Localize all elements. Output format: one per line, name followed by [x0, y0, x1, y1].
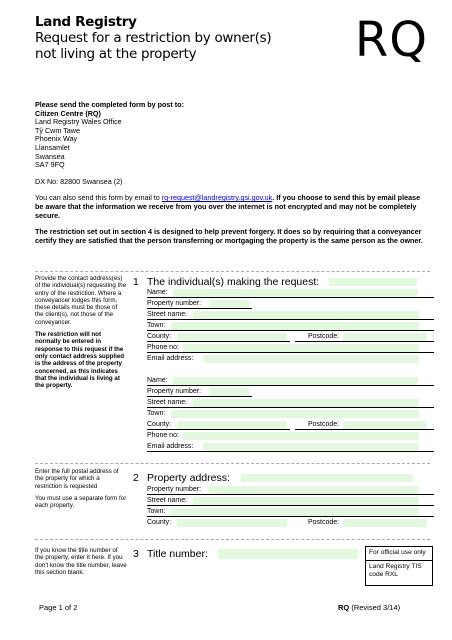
section1-heading [133, 276, 319, 288]
centre-name: Citizen Centre (RQ) [35, 108, 101, 118]
section3-note: If you know the title number of the property, enter it here. If you don't know the title number, leave this section blank. [35, 547, 127, 576]
email-paragraph [35, 194, 430, 220]
email-field-1[interactable]: Email address: [147, 354, 434, 364]
section2-notes [35, 468, 127, 514]
official-use-heading: For official use only [366, 547, 432, 561]
divider [35, 539, 430, 540]
postcode-field-2[interactable] [295, 420, 434, 430]
official-use-box [365, 546, 433, 586]
address-line: SA7 9FQ [35, 160, 65, 170]
form-header [35, 14, 271, 62]
section-title: Title number: [147, 548, 208, 560]
street-name-field-2[interactable]: Street name: [147, 398, 434, 408]
page-number: Page 1 of 2 [39, 603, 78, 612]
name-field-2[interactable]: Name: [147, 376, 434, 386]
section1-notes [35, 275, 127, 394]
section2-note-separate: You must use a separate form for each property. [35, 494, 127, 510]
postcode-label-3: Postcode: [308, 519, 340, 526]
address-line: Llansamlet [35, 142, 70, 152]
dx-number: DX No: 82800 Swansea (2) [35, 176, 123, 186]
address-line: Swansea [35, 151, 65, 161]
property-number-field-3[interactable]: Property number: [147, 485, 434, 495]
postcode-label-2: Postcode: [308, 421, 340, 428]
section3-heading [133, 548, 208, 560]
email-link[interactable]: rq-request@landregistry.gsi.gov.uk [161, 193, 273, 203]
address-line: Phoenix Way [35, 134, 78, 144]
county-field-1[interactable]: County: [147, 332, 290, 342]
section1-note-contact: Provide the contact address(es) of the individual(s) requesting the entry of the restriction. Where a conveyancer lodges this form, these details must be those of the client(s), not those of the conveyancer. [35, 275, 127, 326]
section3-notes [35, 547, 127, 581]
name-field-1[interactable]: Name: [147, 288, 434, 298]
section-title: The individual(s) making the request: [147, 276, 320, 288]
property-number-field-2[interactable]: Property number: [147, 387, 252, 397]
section-number: 1 [133, 276, 139, 288]
title-number-field[interactable] [212, 548, 362, 560]
address-line: Land Registry Wales Office [35, 117, 122, 127]
section-title: Property address: [147, 472, 230, 484]
section1-note-warning: The restriction will not normally be entered in response to this request if the only contact address supplied is the address of the property concerned, as this indicates that the individual is living at the property. [35, 331, 125, 390]
section-number: 2 [133, 472, 139, 484]
street-name-field-1[interactable]: Street name: [147, 310, 434, 320]
official-code-line1: Land Registry TIS [369, 563, 422, 570]
phone-field-1[interactable]: Phone no: [147, 343, 434, 353]
divider [35, 271, 430, 272]
form-title-line1: Request for a restriction by owner(s) [35, 30, 272, 46]
section2-note-address: Enter the full postal address of the property for which a restriction is requested [35, 468, 119, 490]
section2-heading [133, 472, 230, 484]
official-use-code [366, 561, 432, 581]
county-field-3[interactable]: County: [147, 518, 290, 528]
town-field-2[interactable]: Town: [147, 409, 434, 419]
county-field-2[interactable]: County: [147, 420, 290, 430]
post-heading: Please send the completed form by post to: [35, 100, 184, 109]
email-intro-text: You can also send this form by email to [35, 193, 162, 203]
street-name-field-3[interactable]: Street name: [147, 496, 434, 506]
town-field-1[interactable]: Town: [147, 321, 434, 331]
address-line: Tŷ Cwm Tawe [35, 125, 80, 135]
intro-block [35, 101, 430, 245]
form-title-line2: not living at the property [35, 46, 197, 62]
email-warning: . If you choose to send this by email please be aware that the information we receive from you over the internet is not encrypted and may not be completely secure. [35, 193, 421, 220]
postcode-field-1[interactable] [295, 332, 434, 342]
footer-form-ref [338, 603, 400, 613]
town-field-3[interactable]: Town: [147, 507, 434, 517]
postcode-label-1: Postcode: [308, 333, 340, 340]
footer-revision: (Revised 3/14) [351, 603, 401, 612]
footer-form-code: RQ [338, 603, 350, 612]
restriction-paragraph: The restriction set out in section 4 is designed to help prevent forgery. It does so by requiring that a conveyancer certify they are satisfied that the person transferring or mortgaging the property is the same person as the owner. [35, 227, 423, 245]
email-field-2[interactable]: Email address: [147, 442, 434, 452]
official-code-line2: code RXL [369, 571, 398, 578]
header-org-name: Land Registry [35, 14, 137, 30]
property-number-field-1[interactable]: Property number: [147, 299, 252, 309]
divider [35, 463, 430, 464]
section-number: 3 [133, 548, 139, 560]
postcode-field-3[interactable] [295, 518, 434, 528]
phone-field-2[interactable]: Phone no: [147, 431, 434, 441]
form-code-large: RQ [354, 12, 428, 68]
